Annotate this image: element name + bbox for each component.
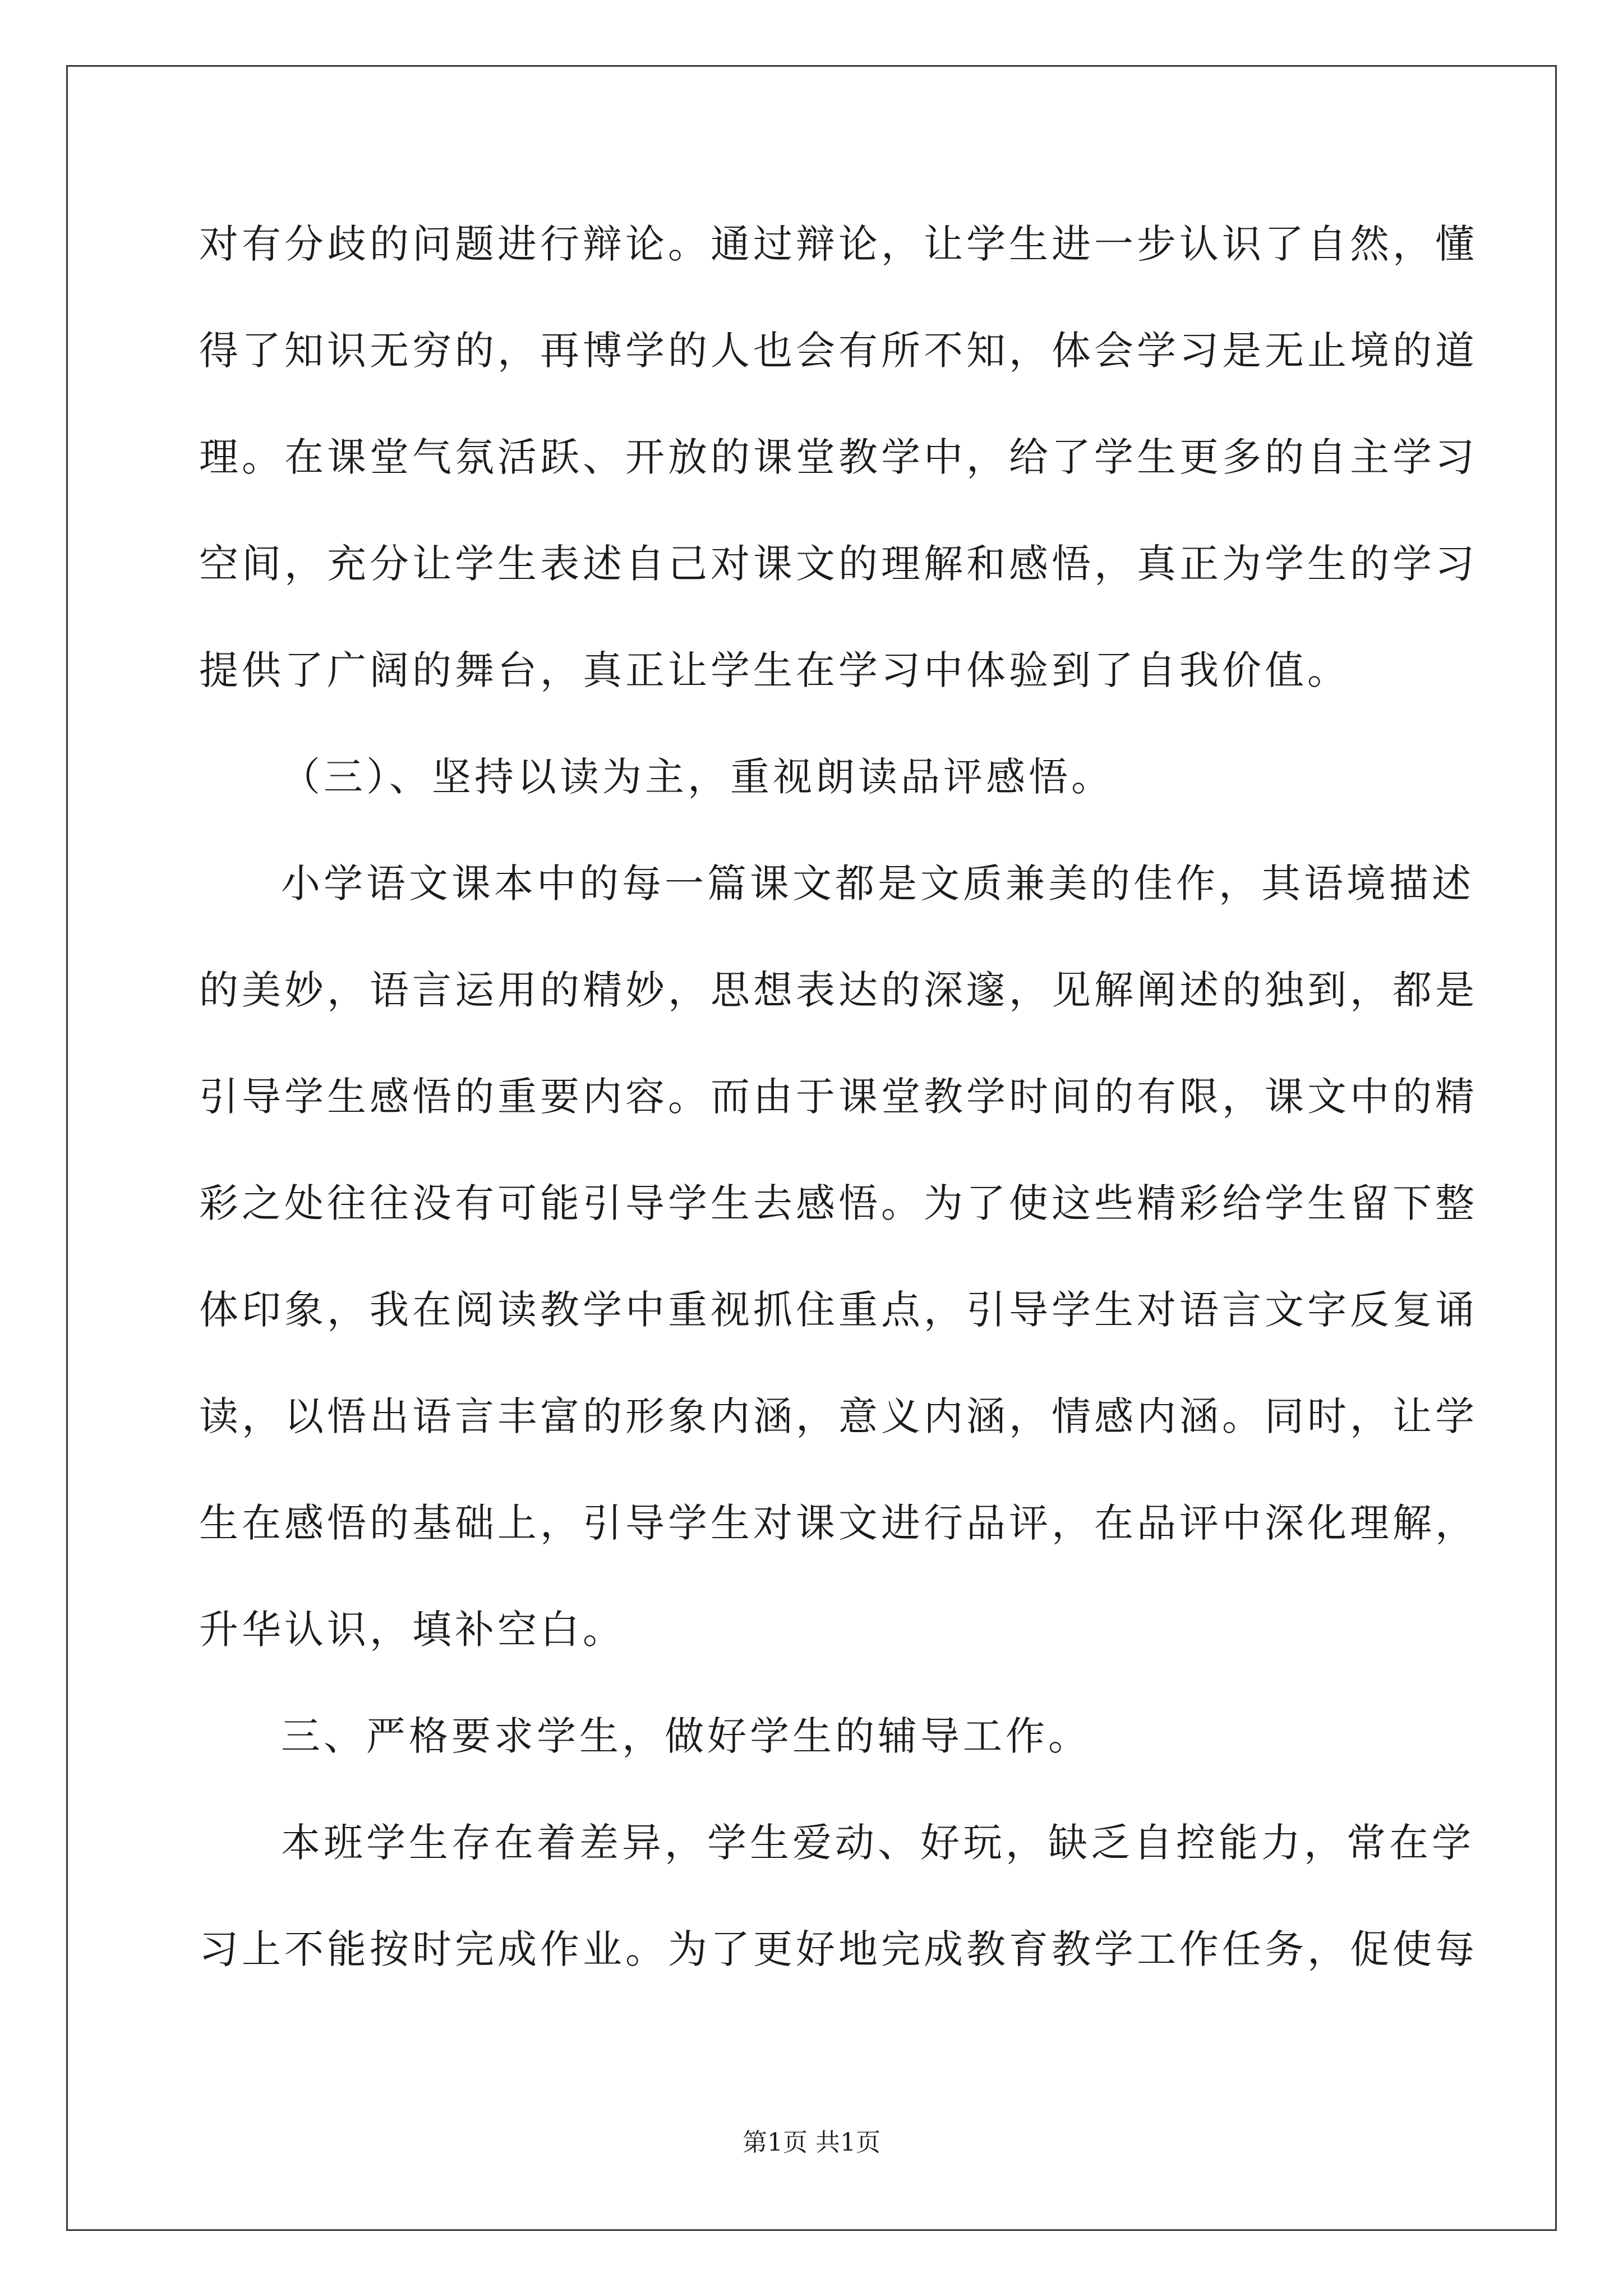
text-line: 习上不能按时完成作业。为了更好地完成教育教学工作任务，促使每 — [199, 1926, 1478, 1972]
text-line: 体印象，我在阅读教学中重视抓住重点，引导学生对语言文字反复诵 — [199, 1287, 1478, 1333]
section-heading: 三、严格要求学生，做好学生的辅导工作。 — [281, 1713, 1091, 1759]
text-line: 彩之处往往没有可能引导学生去感悟。为了使这些精彩给学生留下整 — [199, 1180, 1478, 1226]
page-border — [66, 65, 1557, 2231]
text-line: 小学语文课本中的每一篇课文都是文质兼美的佳作，其语境描述 — [281, 861, 1474, 907]
text-line: 空间，充分让学生表述自己对课文的理解和感悟，真正为学生的学习 — [199, 541, 1478, 587]
text-line: 的美妙，语言运用的精妙，思想表达的深邃，见解阐述的独到，都是 — [199, 967, 1478, 1013]
text-line: 提供了广阔的舞台，真正让学生在学习中体验到了自我价值。 — [199, 647, 1350, 693]
text-line: 得了知识无穷的，再博学的人也会有所不知，体会学习是无止境的道 — [199, 328, 1478, 374]
text-line: 读，以悟出语言丰富的形象内涵，意义内涵，情感内涵。同时，让学 — [199, 1393, 1478, 1439]
text-line: 本班学生存在着差异，学生爱动、好玩，缺乏自控能力，常在学 — [281, 1820, 1474, 1866]
page-footer: 第1页 共1页 — [743, 2128, 880, 2157]
text-line: 引导学生感悟的重要内容。而由于课堂教学时间的有限，课文中的精 — [199, 1074, 1478, 1120]
text-line: 理。在课堂气氛活跃、开放的课堂教学中，给了学生更多的自主学习 — [199, 434, 1478, 480]
text-line: 升华认识，填补空白。 — [199, 1607, 625, 1653]
section-heading: （三）、坚持以读为主，重视朗读品评感悟。 — [281, 754, 1114, 800]
text-line: 生在感悟的基础上，引导学生对课文进行品评，在品评中深化理解， — [199, 1500, 1478, 1546]
text-line: 对有分歧的问题进行辩论。通过辩论，让学生进一步认识了自然，懂 — [199, 221, 1478, 267]
